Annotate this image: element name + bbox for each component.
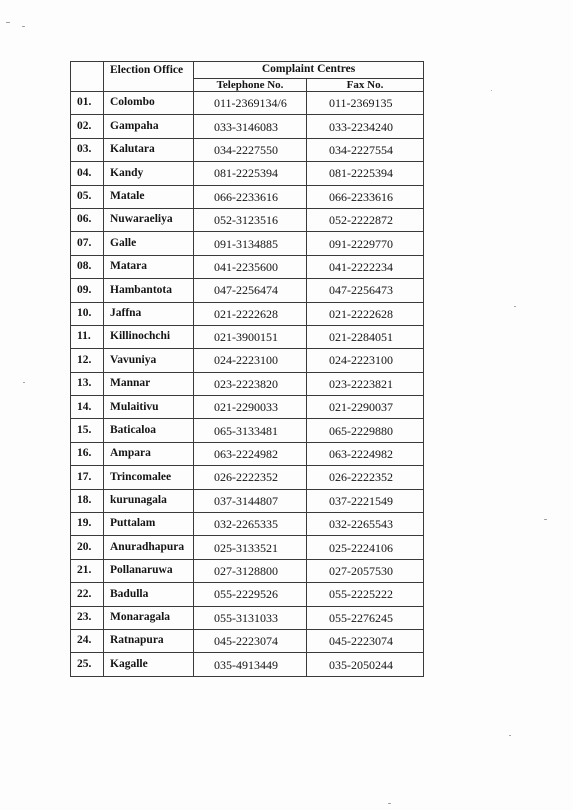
row-number: 19.: [71, 513, 104, 536]
election-office-name: Matale: [104, 185, 194, 208]
fax-number: 047-2256473: [307, 279, 424, 302]
table-row: [71, 372, 424, 395]
header-telephone: Telephone No.: [194, 79, 307, 92]
telephone-number: 055-2229526: [194, 583, 307, 606]
table-row: [71, 536, 424, 559]
telephone-number: 023-2223820: [194, 372, 307, 395]
table-row: [71, 232, 424, 255]
fax-number: 027-2057530: [307, 559, 424, 582]
row-number: 09.: [71, 279, 104, 302]
fax-number: 055-2225222: [307, 583, 424, 606]
election-office-name: Kalutara: [104, 138, 194, 161]
fax-number: 063-2224982: [307, 442, 424, 465]
election-office-name: Colombo: [104, 92, 194, 115]
telephone-number: 037-3144807: [194, 489, 307, 512]
fax-number: 024-2223100: [307, 349, 424, 372]
row-number: 07.: [71, 232, 104, 255]
row-number: 12.: [71, 349, 104, 372]
election-office-name: Vavuniya: [104, 349, 194, 372]
fax-number: 033-2234240: [307, 115, 424, 138]
header-complaint-centres: Complaint Centres: [194, 62, 424, 79]
row-number: 04.: [71, 162, 104, 185]
table-row: [71, 513, 424, 536]
row-number: 05.: [71, 185, 104, 208]
election-office-name: Badulla: [104, 583, 194, 606]
row-number: 23.: [71, 606, 104, 629]
fax-number: 041-2222234: [307, 255, 424, 278]
telephone-number: 024-2223100: [194, 349, 307, 372]
row-number: 21.: [71, 559, 104, 582]
row-number: 08.: [71, 255, 104, 278]
table-row: [71, 255, 424, 278]
row-number: 14.: [71, 396, 104, 419]
table-row: [71, 162, 424, 185]
scan-mark: [388, 803, 391, 804]
telephone-number: 021-2290033: [194, 396, 307, 419]
scan-mark: [23, 382, 25, 383]
election-office-name: Ratnapura: [104, 629, 194, 652]
scan-mark: [6, 22, 10, 23]
table-row: [71, 325, 424, 348]
fax-number: 045-2223074: [307, 629, 424, 652]
row-number: 22.: [71, 583, 104, 606]
table-row: [71, 419, 424, 442]
table-row: [71, 138, 424, 161]
fax-number: 026-2222352: [307, 466, 424, 489]
fax-number: 032-2265543: [307, 513, 424, 536]
election-office-name: Gampaha: [104, 115, 194, 138]
telephone-number: 026-2222352: [194, 466, 307, 489]
telephone-number: 027-3128800: [194, 559, 307, 582]
telephone-number: 032-2265335: [194, 513, 307, 536]
row-number: 02.: [71, 115, 104, 138]
telephone-number: 063-2224982: [194, 442, 307, 465]
election-office-name: Jaffna: [104, 302, 194, 325]
fax-number: 025-2224106: [307, 536, 424, 559]
election-office-name: Mannar: [104, 372, 194, 395]
fax-number: 023-2223821: [307, 372, 424, 395]
election-office-name: Anuradhapura: [104, 536, 194, 559]
election-office-name: Ampara: [104, 442, 194, 465]
row-number: 18.: [71, 489, 104, 512]
table-body: [71, 62, 424, 677]
row-number: 24.: [71, 629, 104, 652]
scan-mark: [491, 90, 492, 91]
election-office-name: Monaragala: [104, 606, 194, 629]
fax-number: 034-2227554: [307, 138, 424, 161]
fax-number: 081-2225394: [307, 162, 424, 185]
fax-number: 091-2229770: [307, 232, 424, 255]
fax-number: 055-2276245: [307, 606, 424, 629]
fax-number: 066-2233616: [307, 185, 424, 208]
row-number: 01.: [71, 92, 104, 115]
fax-number: 021-2222628: [307, 302, 424, 325]
table-row: [71, 302, 424, 325]
row-number: 15.: [71, 419, 104, 442]
scan-mark: [22, 26, 25, 27]
telephone-number: 065-3133481: [194, 419, 307, 442]
row-number: 17.: [71, 466, 104, 489]
telephone-number: 025-3133521: [194, 536, 307, 559]
telephone-number: 047-2256474: [194, 279, 307, 302]
election-office-name: Pollanaruwa: [104, 559, 194, 582]
election-office-name: Hambantota: [104, 279, 194, 302]
fax-number: 021-2290037: [307, 396, 424, 419]
election-office-name: Kandy: [104, 162, 194, 185]
table-row: [71, 279, 424, 302]
table-row: [71, 185, 424, 208]
telephone-number: 066-2233616: [194, 185, 307, 208]
telephone-number: 034-2227550: [194, 138, 307, 161]
telephone-number: 035-4913449: [194, 653, 307, 676]
table-row: [71, 92, 424, 115]
election-office-name: Puttalam: [104, 513, 194, 536]
election-office-name: Killinochchi: [104, 325, 194, 348]
row-number: 03.: [71, 138, 104, 161]
table-row: [71, 208, 424, 231]
election-office-name: Matara: [104, 255, 194, 278]
telephone-number: 011-2369134/6: [194, 92, 307, 115]
table-row: [71, 115, 424, 138]
row-number: 20.: [71, 536, 104, 559]
table-row: [71, 442, 424, 465]
election-office-name: kurunagala: [104, 489, 194, 512]
election-office-name: Trincomalee: [104, 466, 194, 489]
telephone-number: 021-2222628: [194, 302, 307, 325]
row-number: 06.: [71, 208, 104, 231]
telephone-number: 052-3123516: [194, 208, 307, 231]
table-row: [71, 653, 424, 676]
telephone-number: 091-3134885: [194, 232, 307, 255]
table-row: [71, 559, 424, 582]
row-number: 13.: [71, 372, 104, 395]
election-office-name: Baticaloa: [104, 419, 194, 442]
fax-number: 037-2221549: [307, 489, 424, 512]
table-row: [71, 583, 424, 606]
election-office-name: Nuwaraeliya: [104, 208, 194, 231]
fax-number: 035-2050244: [307, 653, 424, 676]
fax-number: 011-2369135: [307, 92, 424, 115]
fax-number: 065-2229880: [307, 419, 424, 442]
header-election-office: Election Office: [104, 62, 194, 92]
table-row: [71, 629, 424, 652]
election-office-name: Kagalle: [104, 653, 194, 676]
election-office-name: Galle: [104, 232, 194, 255]
table-row: [71, 466, 424, 489]
header-fax: Fax No.: [307, 79, 424, 92]
telephone-number: 021-3900151: [194, 325, 307, 348]
fax-number: 021-2284051: [307, 325, 424, 348]
election-office-name: Mulaitivu: [104, 396, 194, 419]
fax-number: 052-2222872: [307, 208, 424, 231]
complaint-centres-table: [70, 61, 424, 677]
telephone-number: 055-3131033: [194, 606, 307, 629]
scan-mark: [544, 519, 547, 520]
row-number: 10.: [71, 302, 104, 325]
table-row: [71, 349, 424, 372]
header-row: [71, 62, 424, 79]
table-row: [71, 396, 424, 419]
scan-mark: [514, 306, 516, 307]
row-number: 11.: [71, 325, 104, 348]
telephone-number: 081-2225394: [194, 162, 307, 185]
telephone-number: 033-3146083: [194, 115, 307, 138]
telephone-number: 045-2223074: [194, 629, 307, 652]
table-row: [71, 606, 424, 629]
row-number: 16.: [71, 442, 104, 465]
telephone-number: 041-2235600: [194, 255, 307, 278]
header-number-cell: [71, 62, 104, 92]
row-number: 25.: [71, 653, 104, 676]
scan-mark: [509, 735, 511, 736]
table-row: [71, 489, 424, 512]
